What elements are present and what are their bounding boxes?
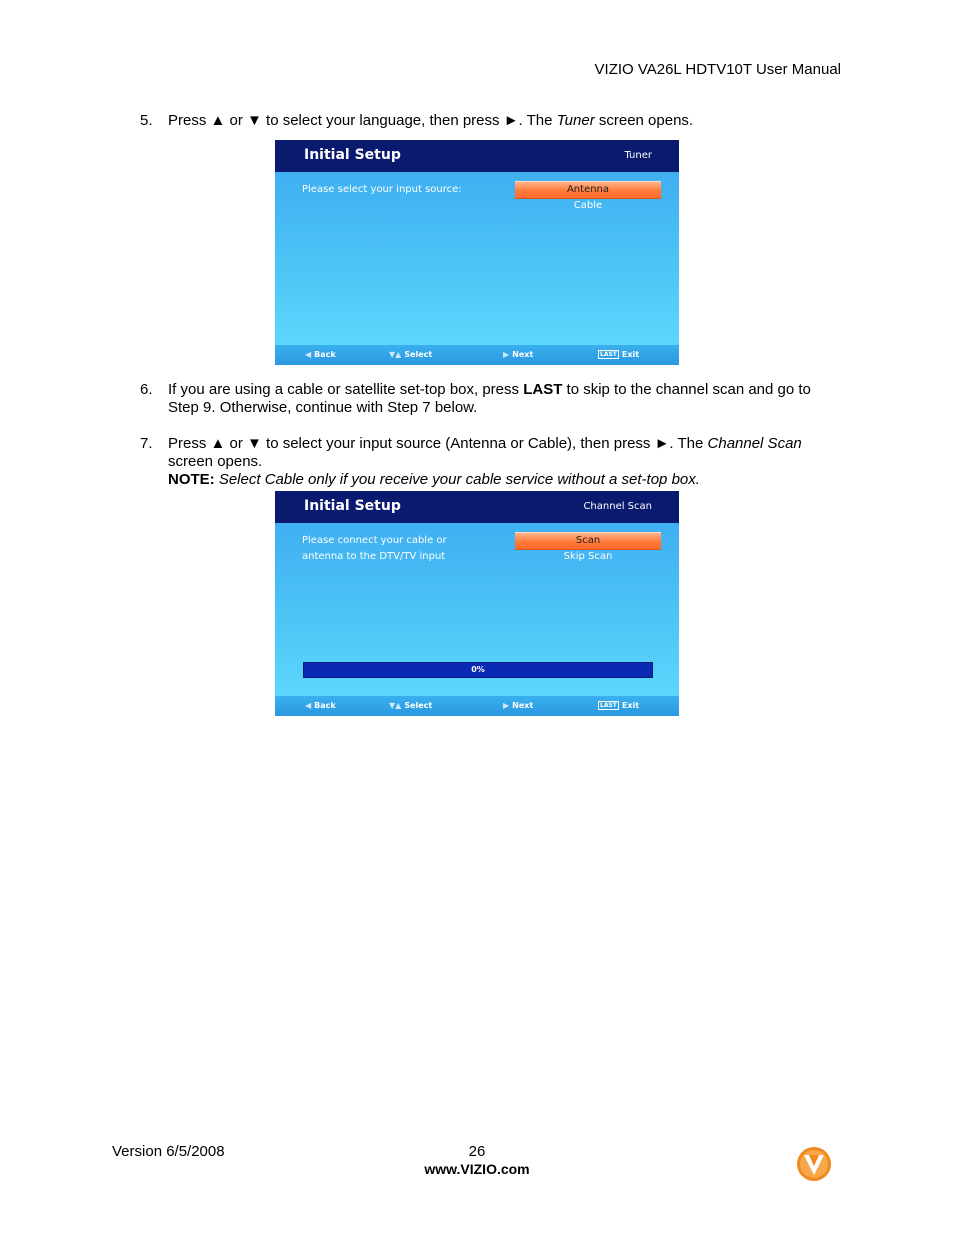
back-hint: ◀ Back [305,701,336,710]
back-hint: ◀ Back [305,350,336,359]
last-key-icon: LAST [600,351,617,358]
step-text: If you are using a cable or satellite set-top box, press LAST to skip to the channel scan and go to Step 9. Otherwise, continue with Step 7 below. [168,381,811,416]
screen-title-bar [275,140,679,172]
note-text: Select Cable only if you receive your cable service without a set-top box. [214,471,700,488]
screen-title-bar [275,491,679,523]
up-down-arrow-icon: ▼▲ [389,701,402,710]
exit-hint: LAST Exit [600,350,640,359]
option-scan[interactable]: Scan [515,532,661,550]
step-number: 6. [140,381,153,398]
tuner-screen [275,140,679,365]
screen-footer-bar [275,345,679,365]
page-number: 26 [468,1143,486,1160]
option-skip-scan[interactable]: Skip Scan [563,551,613,562]
screen-name: Channel Scan [583,501,652,512]
version-label: Version 6/5/2008 [112,1143,225,1160]
step-number: 5. [140,112,153,129]
input-source-prompt: Please select your input source: [302,184,462,195]
screen-footer-bar [275,696,679,716]
last-key-icon: LAST [600,702,617,709]
right-arrow-icon: ▶ [503,350,510,359]
select-hint: ▼▲ Select [389,701,433,710]
right-arrow-icon: ▶ [503,701,510,710]
step-text: Press ▲ or ▼ to select your language, then press ►. The Tuner screen opens. [168,112,694,129]
left-arrow-icon: ◀ [305,701,312,710]
step-number: 7. [140,435,153,452]
select-hint: ▼▲ Select [389,350,433,359]
step-text: Press ▲ or ▼ to select your input source (Antenna or Cable), then press ►. The Channel Scan screen opens. NOTE: Select Cable only if you receive your cable service without a set-top box. [168,435,802,488]
next-hint: ▶ Next [503,701,534,710]
screen-name: Tuner [624,150,652,161]
channel-scan-screen [275,491,679,716]
next-hint: ▶ Next [503,350,534,359]
up-down-arrow-icon: ▼▲ [389,350,402,359]
manual-header-title: VIZIO VA26L HDTV10T User Manual [594,61,841,78]
screen-title: Initial Setup [304,498,401,514]
website-link[interactable]: www.VIZIO.com [424,1161,530,1177]
connect-prompt: Please connect your cable or antenna to the DTV/TV input [302,535,447,562]
exit-hint: LAST Exit [600,701,640,710]
scan-progress-bar: 0% [303,662,653,678]
option-antenna[interactable]: Antenna [515,181,661,199]
note-label: NOTE: [168,471,215,488]
vizio-logo-icon [796,1146,832,1182]
option-cable[interactable]: Cable [573,200,603,211]
left-arrow-icon: ◀ [305,350,312,359]
screen-title: Initial Setup [304,147,401,163]
